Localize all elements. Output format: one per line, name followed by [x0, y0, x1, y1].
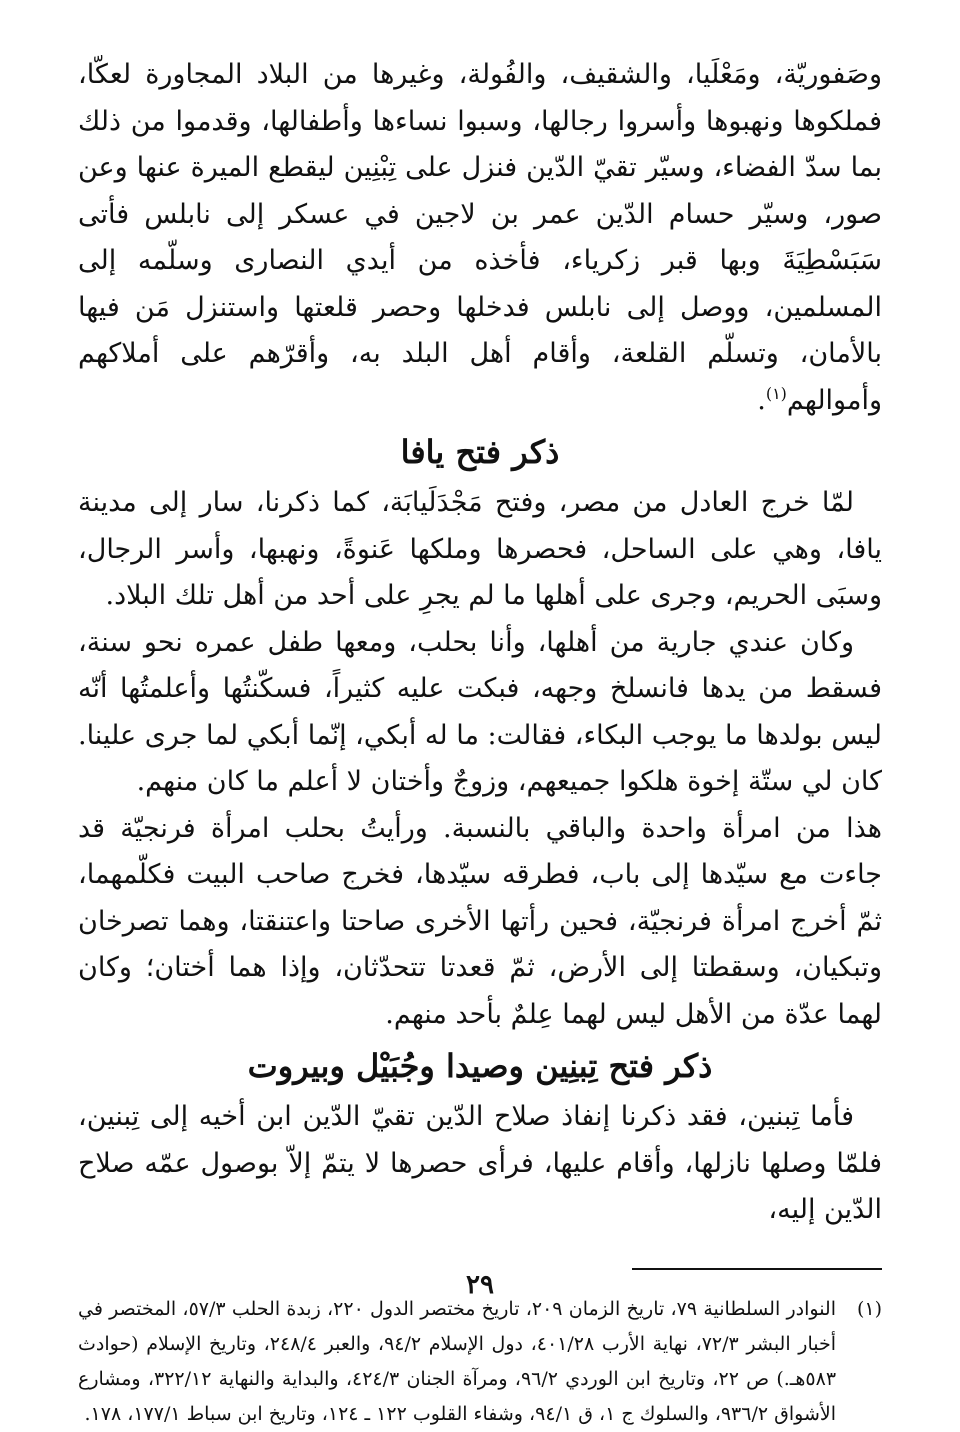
footnote-reference[interactable]: (١) [765, 383, 787, 403]
paragraph: فأما تِبنين، فقد ذكرنا إنفاذ صلاح الدّين تقيّ الدّين ابن أخيه إلى تِبنين، فلمّا وصلها نازلها، وأقام عليها، فرأى حصرها لا يتمّ إلاّ بوصول عمّه صلاح الدّين إليه، [78, 1101, 882, 1225]
page-number: ٢٩ [466, 1270, 494, 1300]
footnote-text: النوادر السلطانية ٧٩، تاريخ الزمان ٢٠٩، تاريخ مختصر الدول ٢٢٠، زبدة الحلب ٥٧/٣، المختصر في أخبار البشر ٧٢/٣، نهاية الأرب ٤٠١/٢٨، دول الإسلام ٩٤/٢، والعبر ٢٤٨/٤، وتاريخ الإسلام (حوادث ٥٨٣هـ.) ص ٢٢، وتاريخ ابن الوردي ٩٦/٢، ومرآة الجنان ٤٢٤/٣، والبداية والنهاية ٣٢٢/١٢، ومشارع الأشواق ٩٣٦/٢، والسلوك ج ١، ق ٩٤/١، وشفاء القلوب ١٢٢ ـ ١٢٤، وتاريخ ابن سباط ١٧٧/١، ١٧٨. [78, 1297, 837, 1425]
footnote [78, 1292, 882, 1432]
paragraph: لمّا خرج العادل من مصر، وفتح مَجْدَلَيابَة، كما ذكرنا، سار إلى مدينة يافا، وهي على الساحل، فحصرها وملكها عَنوةً، ونهبها، وأسر الرجال، وسبَى الحريم، وجرى على أهلها ما لم يجرِ على أحد من أهل تلك البلاد. [78, 487, 882, 611]
main-text [78, 52, 882, 1234]
footnote-number: (١) [856, 1297, 882, 1320]
paragraph: وكان عندي جارية من أهلها، وأنا بحلب، ومعها طفل عمره نحو سنة، فسقط من يدها فانسلخ وجهه، فبكت عليه كثيراً، فسكّنتُها وأعلمتُها أنّه ليس بولدها ما يوجب البكاء، فقالت: ما له أبكي، إنّما أبكي لما جرى علينا. كان لي ستّة إخوة هلكوا جميعهم، وزوجٌ وأختان لا أعلم ما كان منهم. [78, 626, 882, 797]
paragraph-continued: وصَفوريّة، ومَعْلَيا، والشقيف، والفُولة، وغيرها من البلاد المجاورة لعكّا، فملكوها ونهبوها وأسروا رجالها، وسبوا نساءها وأطفالها، وقدموا من ذلك بما سدّ الفضاء، وسيّر تقيّ الدّين فنزل على تِبْنِين ليقطع الميرة عنها وعن صور، وسيّر حسام الدّين عمر بن لاجين في عسكر إلى نابلس فأتى سَبَسْطِيَةَ وبها قبر زكرياء، فأخذه من أيدي النصارى وسلّمه إلى المسلمين، ووصل إلى نابلس فدخلها وحصر قلعتها واستنزل مَن فيها بالأمان، وتسلّم القلعة، وأقام أهل البلد به، وأقرّهم على أملاكهم وأموالهم$^{(١)}$. [78, 59, 882, 416]
section-heading-jaffa: ذكر فتح يافا [400, 433, 560, 471]
section-heading-tibnin-sidon-byblos-beirut: ذكر فتح تِبنِين وصيدا وجُبَيْل وبيروت [247, 1047, 713, 1085]
paragraph: هذا من امرأة واحدة والباقي بالنسبة. ورأيتُ بحلب امرأة فرنجيّة قد جاءت مع سيّدها إلى باب، فطرقه سيّدها، فخرج صاحب البيت فكلّمهما، ثمّ أخرج امرأة فرنجيّة، فحين رأتها الأخرى صاحتا واعتنقتا، وهما تصرخان وتبكيان، وسقطتا إلى الأرض، ثمّ قعدتا تتحدّثان، وإذا هما أختان؛ وكان لهما عدّة من الأهل ليس لهما عِلمٌ بأحد منهم. [78, 812, 882, 1030]
